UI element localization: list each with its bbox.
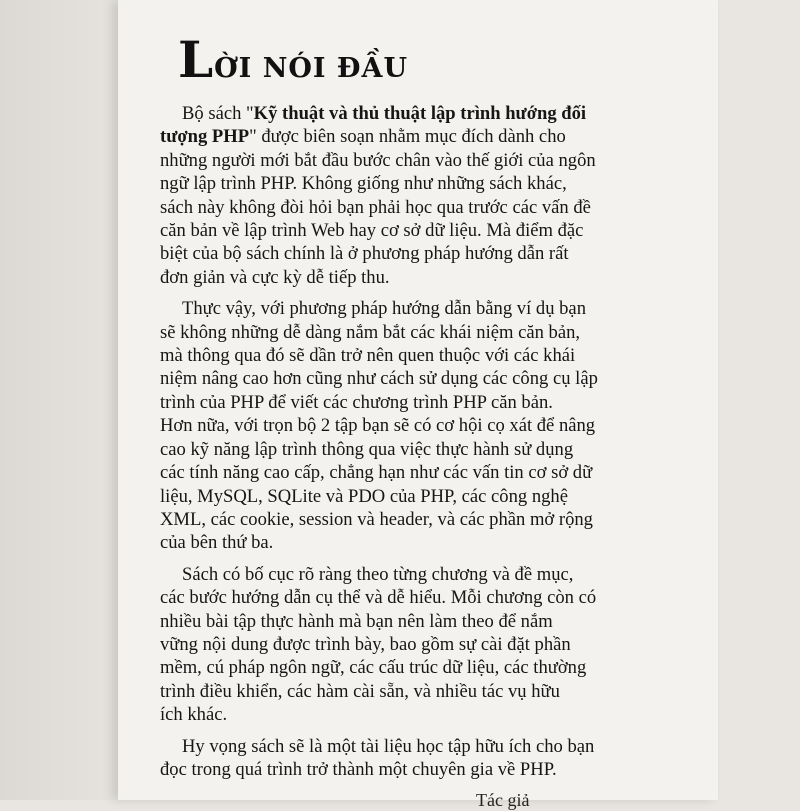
text-line: sách này không đòi hỏi bạn phải học qua trước các vấn đề [160, 196, 591, 218]
paragraph-2 [160, 297, 644, 554]
text-line: liệu, MySQL, SQLite và PDO của PHP, các công nghệ [160, 485, 568, 507]
text-line: sẽ không những dễ dàng nắm bắt các khái niệm căn bản, [160, 321, 581, 343]
text-line: Thực vậy, với phương pháp hướng dẫn bằng ví dụ bạn [182, 298, 586, 320]
paragraph-3 [160, 563, 644, 727]
text-line: niệm nâng cao hơn cũng như cách sử dụng các công cụ lập [160, 368, 598, 390]
text-line: nhiều bài tập thực hành mà bạn nên làm theo để nắm [160, 610, 553, 632]
text-line: các bước hướng dẫn cụ thể và dễ hiểu. Mỗi chương còn có [160, 587, 597, 609]
text-line: ích khác. [160, 704, 228, 726]
text-line: mà thông qua đó sẽ dần trở nên quen thuộc với các khái [160, 345, 576, 367]
title-initial: L [178, 30, 215, 89]
text-line: căn bản về lập trình Web hay cơ sở dữ liệu. Mà điểm đặc [160, 220, 584, 242]
text-line: của bên thứ ba. [160, 532, 274, 554]
text-line: XML, các cookie, session và header, và các phần mở rộng [160, 508, 593, 530]
text-line: ngữ lập trình PHP. Không giống như những sách khác, [160, 173, 567, 195]
text-line: Bộ sách "Kỹ thuật và thủ thuật lập trình hướng đối [182, 103, 587, 124]
text-line: đơn giản và cực kỳ dễ tiếp thu. [160, 266, 390, 288]
preface-body [160, 102, 644, 781]
paragraph-4 [160, 735, 644, 782]
facing-page-edge [0, 0, 118, 800]
author-signature: Tác giả [476, 790, 530, 810]
text-line: mềm, cú pháp ngôn ngữ, các cấu trúc dữ liệu, các thường [160, 657, 587, 679]
text-line: trình của PHP để viết các chương trình PHP căn bản. [160, 391, 553, 413]
text-line: trình điều khiển, các hàm cài sẵn, và nhiều tác vụ hữu [160, 680, 560, 702]
text-line: vững nội dung được trình bày, bao gồm sự cài đặt phần [160, 633, 571, 655]
book-title-bold: Kỹ thuật và thủ thuật lập trình hướng đối [253, 103, 587, 124]
text-line: những người mới bắt đầu bước chân vào thế giới của ngôn [160, 149, 596, 171]
text-line: Hy vọng sách sẽ là một tài liệu học tập hữu ích cho bạn [182, 735, 595, 757]
text-line: biệt của bộ sách chính là ở phương pháp hướng dẫn rất [160, 243, 569, 265]
book-title-bold: tượng PHP [160, 126, 250, 148]
title-rest: ỜI NÓI ĐẦU [214, 53, 409, 84]
text-line: các tính năng cao cấp, chẳng hạn như các vấn tin cơ sở dữ [160, 462, 593, 484]
text-line: tượng PHP" được biên soạn nhằm mục đích dành cho [160, 126, 566, 148]
paragraph-1 [160, 102, 644, 289]
text-line: Hơn nữa, với trọn bộ 2 tập bạn sẽ có cơ hội cọ xát để nâng [160, 415, 596, 437]
text-line: Sách có bố cục rõ ràng theo từng chương và đề mục, [182, 563, 574, 585]
text-line: cao kỹ năng lập trình thông qua việc thực hành sử dụng [160, 438, 574, 460]
text-line: đọc trong quá trình trở thành một chuyên gia về PHP. [160, 758, 557, 780]
page-title [178, 30, 408, 89]
